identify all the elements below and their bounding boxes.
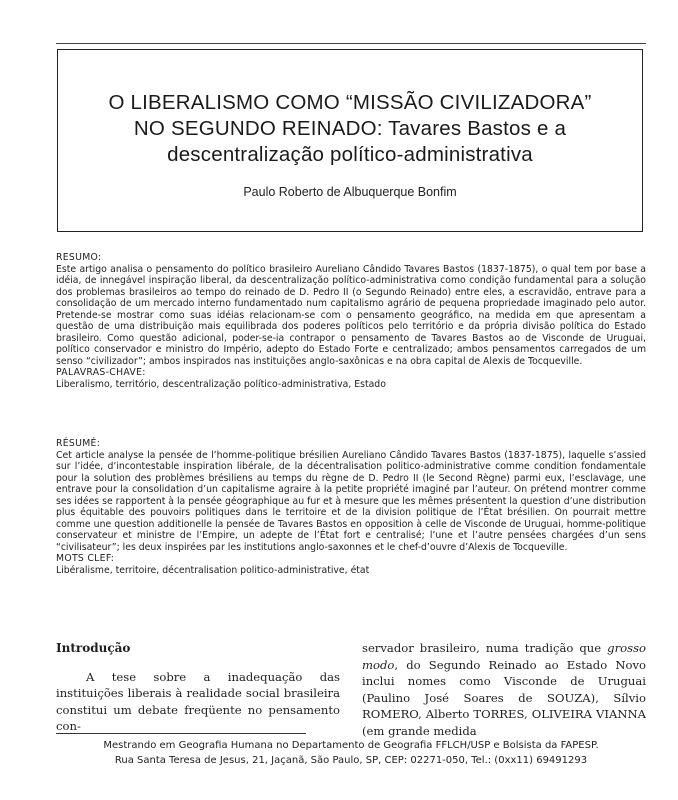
resume-text: Cet article analyse la pensée de l’homme-politique brésilien Aureliano Cândido Tavares Bastos (1837-1875), laquelle s’assied sur l’idée, d’incontestable inspiration libérale, de la décentralisation politico-administrative comme condition fondamentale pour la solution des problèmes brésiliens au temps du règne de D. Pedro II (le Second Règne) parmi eux, l’esclavage, une entrave pour la consolidation d’un capitalisme agraire à la petite propriété imaginé par l’auteur. On prétend montrer comme ses idées se rapportent à la pensée géographique au fur et à mesure que les mêmes présentent la question d’une distribution plus équitable des pouvoirs politiques dans le territoire et de la division politique de l’État brésilien. On pourrait mettre comme une question additionelle la pensée de Tavares Bastos en opposition à celle de Visconde de Uruguai, homme-politique conservateur et ministre de l’Empire, un adepte de l’État fort e centralisé; l’une et l’autre pensées chargées d’un sens “civilisateur”; les deux inspirées par les institutions anglo-saxonnes et le chef-d’ouvre d’Alexis de Tocqueville. bbox=[56, 449, 646, 553]
introduction-heading: Introdução bbox=[56, 641, 131, 655]
resumo-text: Este artigo analisa o pensamento do político brasileiro Aureliano Cândido Tavares Bastos (1837-1875), o qual tem por base a idéia, de innegável inspiração liberal, da descentralização político-administrativa como condição fundamental para a solução dos problemas brasileiros ao tempo do reinado de D. Pedro II (o Segundo Reinado) entre eles, a escravidão, entrave para a consolidação de um mercado interno fundamentado num capitalismo agrário de pequena propriedade imaginado pelo autor. Pretende-se mostrar como suas idéias relacionam-se com o pensamento geográfico, na medida em que apresentam a questão de uma distribuição mais equilibrada dos poderes políticos pelo território e da própria divisão política do Estado brasileiro. Como questão adicional, poder-se-ia contrapor o pensamento de Tavares Bastos ao de Visconde de Uruguai, político conservador e ministro do Império, adepto do Estado Forte e centralizado; ambos pensamentos carregados de um senso “civilizador”; ambos inspirados nas instituições anglo-saxônicas e na obra capital de Alexis de Tocqueville. bbox=[56, 263, 646, 367]
title-box bbox=[57, 49, 643, 232]
article-title bbox=[58, 90, 642, 168]
title-line-3: descentralização político-administrativa bbox=[167, 143, 533, 166]
footnote-rule bbox=[56, 733, 306, 734]
body-column-left bbox=[56, 640, 340, 735]
resume-heading: RÉSUMÉ: bbox=[56, 438, 101, 449]
paragraph-italic-term: grosso modo bbox=[362, 641, 646, 672]
footnote-line-2: Rua Santa Teresa de Jesus, 21, Jaçanã, São Paulo, SP, CEP: 02271-050, Tel.: (0xx11) 69491293 bbox=[114, 755, 588, 766]
title-line-2: NO SEGUNDO REINADO: Tavares Bastos e a bbox=[133, 117, 567, 140]
palavras-chave-text: Liberalismo, território, descentralização político-administrativa, Estado bbox=[56, 378, 386, 390]
top-rule bbox=[56, 43, 646, 44]
body-column-right bbox=[362, 640, 646, 739]
author-name: Paulo Roberto de Albuquerque Bonfim bbox=[243, 185, 457, 199]
title-line-1: O LIBERALISMO COMO “MISSÃO CIVILIZADORA” bbox=[108, 91, 592, 114]
footnote bbox=[56, 738, 646, 768]
resumo-section bbox=[56, 252, 646, 390]
mots-clef-heading: MOTS CLEF: bbox=[56, 553, 115, 564]
palavras-chave-heading: PALAVRAS-CHAVE: bbox=[56, 367, 146, 378]
resumo-heading: RESUMO: bbox=[56, 252, 102, 263]
footnote-line-1: Mestrando em Geografia Humana no Departamento de Geografia FFLCH/USP e Bolsista da FAPESP. bbox=[103, 740, 599, 751]
resume-section bbox=[56, 438, 646, 576]
paragraph-text-rest: , do Segundo Reinado ao Estado Novo inclui nomes como Visconde de Uruguai (Paulino José Soares de SOUZA), Sílvio ROMERO, Alberto TORRES, OLIVEIRA VIANNA (em grande medida bbox=[362, 657, 646, 738]
continued-paragraph bbox=[362, 640, 646, 739]
mots-clef-text: Libéralisme, territoire, décentralisation politico-administrative, état bbox=[56, 564, 370, 576]
intro-paragraph: A tese sobre a inadequação das instituições liberais à realidade social brasileira constitui um debate freqüente no pensamento con- bbox=[56, 669, 340, 733]
paragraph-text-start: servador brasileiro, numa tradição que bbox=[362, 641, 608, 655]
